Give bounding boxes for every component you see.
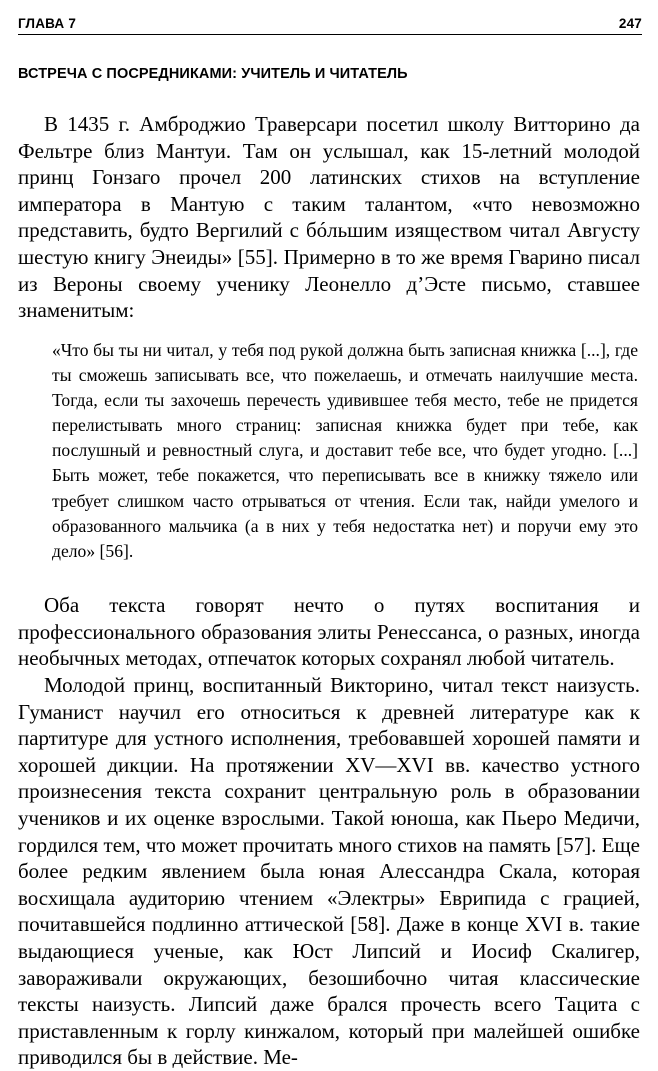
paragraph-both-texts: Оба текста говорят нечто о путях воспитания и профессионального образования элиты Ренессанса, о разных, иногда необычных методах, отпечаток которых сохранял любой читатель. bbox=[18, 593, 640, 671]
section-title: ВСТРЕЧА С ПОСРЕДНИКАМИ: УЧИТЕЛЬ И ЧИТАТЕЛЬ bbox=[18, 66, 408, 82]
block-quote: «Что бы ты ни читал, у тебя под рукой должна быть записная книжка [...], где ты сможешь записывать все, что пожелаешь, и отмечать наилучшие места. Тогда, если ты захочешь перечесть удивившее тебя место, тебе не придется перелистывать много страниц: записная книжка будет при тебе, как послушный и ревностный слуга, и доставит тебе все, что будет угодно. [...] Быть может, тебе покажется, что переписывать все в книжку тяжело или требует слишком часто отрываться от чтения. Если так, найди умелого и образованного мальчика (а в них у тебя недостатка нет) и поручи ему это дело» [56]. bbox=[52, 340, 638, 561]
paragraph-young-prince: Молодой принц, воспитанный Викторино, читал текст наизусть. Гуманист научил его относиться к древней литературе как к партитуре для устного исполнения, требовавшей хорошей памяти и хорошей дикции. На протяжении XV—XVI вв. качество устного произнесения текста сохранит центральную роль в образовании учеников и их оценке взрослыми. Такой юноша, как Пьеро Медичи, гордился тем, что может прочитать много стихов на память [57]. Еще более редким явлением была юная Алессандра Скала, которая восхищала аудиторию чтением «Электры» Еврипида с грацией, почитавшейся подлинно аттической [58]. Даже в конце XVI в. такие выдающиеся ученые, как Юст Липсий и Иосиф Скалигер, завораживали окружающих, безошибочно читая классические тексты наизусть. Липсий даже брался прочесть всего Тацита с приставленным к горлу кинжалом, который при малейшей ошибке приводился бы в действие. Ме- bbox=[18, 673, 640, 1070]
chapter-label: ГЛАВА 7 bbox=[18, 16, 77, 31]
running-head bbox=[18, 14, 642, 35]
paragraph-intro: В 1435 г. Амброджио Траверсари посетил школу Витторино да Фельтре близ Мантуи. Там он услышал, как 15-летний молодой принц Гонзаго прочел 200 латинских стихов на вступление императора в Мантую с таким талантом, «что невозможно представить, будто Вергилий с бóльшим изяществом читал Августу шестую книгу Энеиды» [55]. Примерно в то же время Гварино писал из Вероны своему ученику Леонелло д’Эсте письмо, ставшее знаменитым: bbox=[18, 112, 640, 323]
page-number: 247 bbox=[618, 16, 642, 31]
